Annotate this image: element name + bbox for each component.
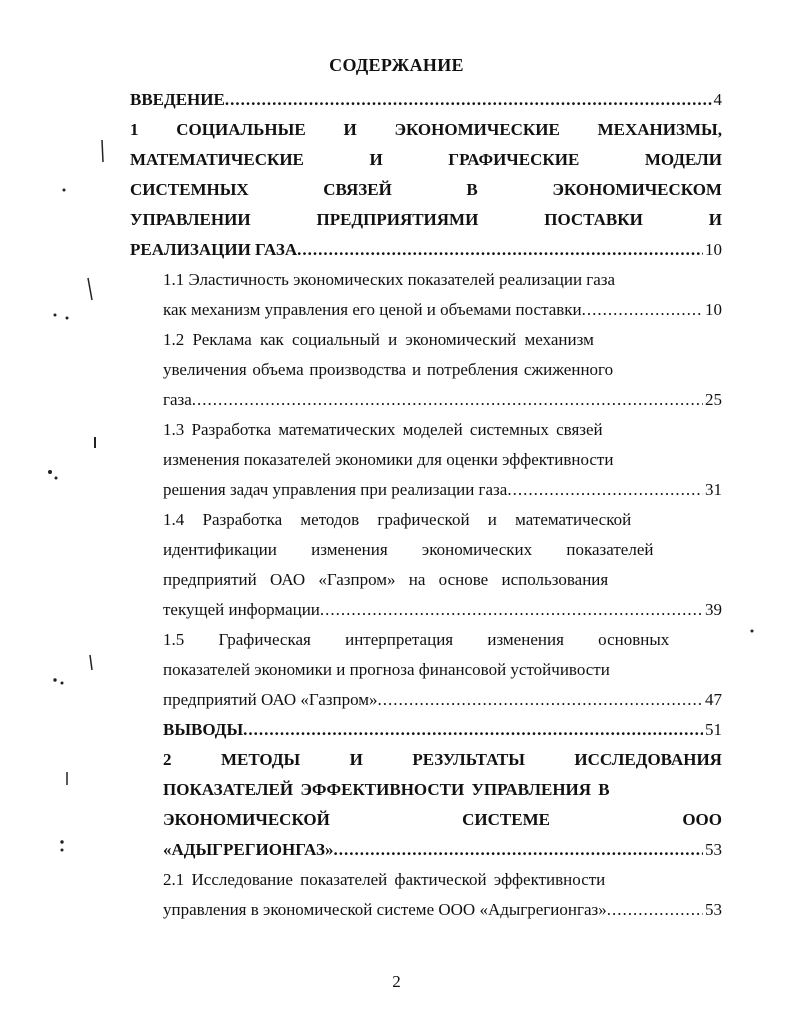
scan-mark: [90, 655, 92, 670]
word: И: [708, 210, 722, 229]
page-number: 2: [392, 972, 401, 991]
word: ПРЕДПРИЯТИЯМИ: [316, 210, 479, 229]
word: И: [349, 750, 363, 769]
toc-page-number: 53: [705, 840, 722, 859]
toc-line: 1.1 Эластичность экономических показателей реализации газа: [163, 270, 616, 289]
word: ПОКАЗАТЕЛЕЙ ЭФФЕКТИВНОСТИ УПРАВЛЕНИЯ В: [163, 780, 610, 799]
toc-entry-text: предприятий ОАО «Газпром»: [163, 690, 378, 709]
toc-entry-text: решения задач управления при реализации газа: [163, 480, 508, 499]
word: МАТЕМАТИЧЕСКИЕ: [130, 150, 304, 169]
scan-speck: [54, 679, 56, 681]
toc-page-number: 39: [705, 600, 722, 619]
word: И: [343, 120, 357, 139]
scan-mark: [102, 140, 103, 162]
toc-entry-text: газа: [163, 390, 192, 409]
toc-entry-text: как механизм управления его ценой и объемами поставки: [163, 300, 582, 319]
scan-speck: [61, 841, 63, 843]
word: В: [466, 180, 478, 199]
toc-page-number: 31: [705, 480, 722, 499]
word: И: [369, 150, 383, 169]
toc-line: предприятий ОАО «Газпром» на основе использования: [163, 570, 609, 589]
toc-page-number: 53: [705, 900, 722, 919]
word: ЭКОНОМИЧЕСКОМ: [552, 180, 722, 199]
toc-line: 1.3 Разработка математических моделей системных связей: [163, 420, 603, 439]
scan-speck: [61, 849, 63, 851]
toc-entry-text: РЕАЛИЗАЦИИ ГАЗА: [130, 240, 298, 259]
scan-speck: [54, 314, 56, 316]
scan-speck: [61, 682, 63, 684]
toc-page-number: 25: [705, 390, 722, 409]
word: СИСТЕМНЫХ: [130, 180, 249, 199]
toc-line: идентификации изменения экономических показателей: [163, 540, 654, 559]
toc-line: 1.2 Реклама как социальный и экономический механизм: [163, 330, 594, 349]
word: ИССЛЕДОВАНИЯ: [574, 750, 722, 769]
word: 2: [163, 750, 172, 769]
toc-entry-text: ВВЕДЕНИЕ: [130, 90, 225, 109]
word: СОЦИАЛЬНЫЕ: [176, 120, 306, 139]
word: ГРАФИЧЕСКИЕ: [448, 150, 580, 169]
scan-speck: [49, 471, 52, 474]
toc-page-number: 47: [705, 690, 722, 709]
word: ЭКОНОМИЧЕСКИЕ: [394, 120, 560, 139]
word: МЕТОДЫ: [220, 750, 301, 769]
word: ЭКОНОМИЧЕСКОЙ: [163, 810, 330, 829]
word: СВЯЗЕЙ: [323, 180, 392, 199]
toc-entry-text: ВЫВОДЫ: [163, 720, 244, 739]
page-title: СОДЕРЖАНИЕ: [329, 55, 464, 75]
toc-entry-text: управления в экономической системе ООО «Адыгрегионгаз»: [163, 900, 607, 919]
scan-speck: [66, 317, 68, 319]
word: РЕЗУЛЬТАТЫ: [412, 750, 525, 769]
toc-line: 1.5 Графическая интерпретация изменения основных: [163, 630, 670, 649]
toc-page-number: 51: [705, 720, 722, 739]
word: ПОСТАВКИ: [544, 210, 643, 229]
toc-line: 1.4 Разработка методов графической и математической: [163, 510, 632, 529]
toc-page-number: 10: [705, 240, 722, 259]
toc-line: увеличения объема производства и потребления сжиженного: [163, 360, 614, 379]
toc-entry-text: текущей информации: [163, 600, 320, 619]
toc-page-number: 4: [713, 90, 722, 109]
scan-speck: [751, 630, 753, 632]
toc-line: показателей экономики и прогноза финансовой устойчивости: [163, 660, 610, 679]
word: СИСТЕМЕ: [462, 810, 550, 829]
word: УПРАВЛЕНИИ: [130, 210, 251, 229]
toc-entry-text: «АДЫГРЕГИОНГАЗ»: [163, 840, 334, 859]
word: МЕХАНИЗМЫ,: [597, 120, 722, 139]
scan-speck: [55, 477, 57, 479]
toc-line: изменения показателей экономики для оценки эффективности: [163, 450, 614, 469]
word: МОДЕЛИ: [644, 150, 722, 169]
scan-speck: [63, 189, 65, 191]
toc-page-number: 10: [705, 300, 722, 319]
toc-line: 2.1 Исследование показателей фактической эффективности: [163, 870, 606, 889]
word: ООО: [682, 810, 722, 829]
word: 1: [130, 120, 139, 139]
scan-mark: [88, 278, 92, 300]
